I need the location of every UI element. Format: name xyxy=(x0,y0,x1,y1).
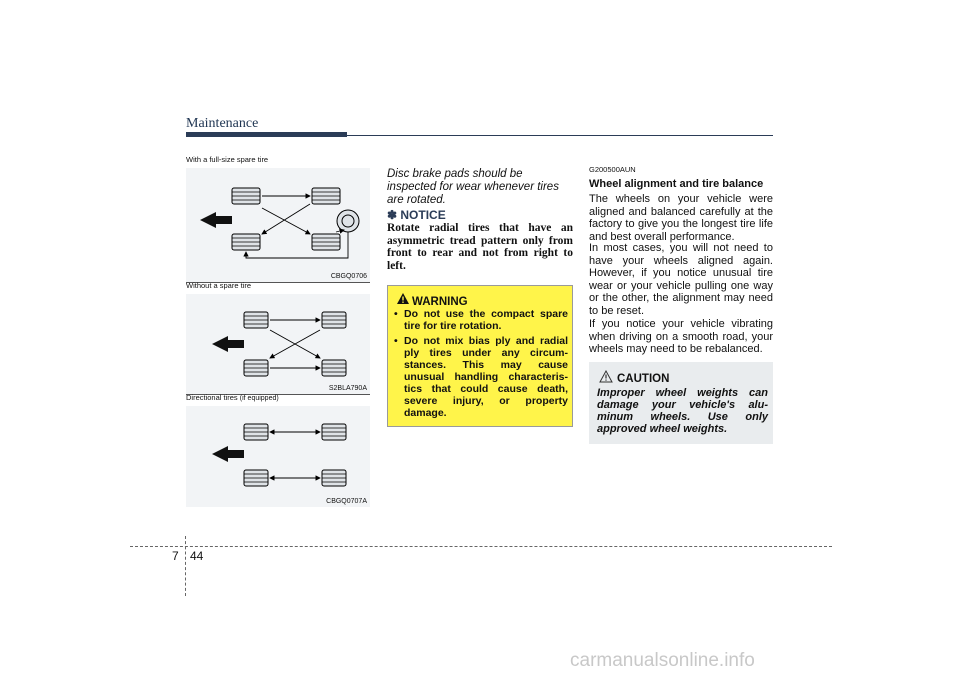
header-rule xyxy=(347,135,773,136)
caution-title: CAUTION xyxy=(617,373,670,385)
warning-box xyxy=(387,285,573,427)
warning-item: • Do not use the compact spare tire for tire rotation. xyxy=(392,308,568,332)
figure-code: S2BLA790A xyxy=(328,385,367,392)
warning-title: WARNING xyxy=(412,296,468,308)
watermark: carmanualsonline.info xyxy=(570,650,755,671)
header-accent-bar xyxy=(186,132,347,137)
chapter-number: 7 xyxy=(172,549,179,563)
page-number: 44 xyxy=(190,549,204,563)
warning-list xyxy=(392,308,568,422)
rotation-diagram-full-spare xyxy=(186,168,370,282)
section-code: G200500AUN xyxy=(589,165,636,174)
warning-triangle-icon xyxy=(396,292,410,305)
paragraph: If you notice your vehicle vibrating when driving on a smooth road, your wheels may need to be rebalanced. xyxy=(589,318,773,355)
notice-body: Rotate radial tires that have an asymmetric tread pattern only from front to rear and not from right to left. xyxy=(387,222,573,272)
figure-without-spare xyxy=(186,281,370,394)
figure-caption: Directional tires (if equipped) xyxy=(186,393,279,402)
caution-box xyxy=(589,362,773,444)
paragraph: In most cases, you will not need to have your wheels aligned again. However, if you notice unusual tire wear or your vehicle pulling one way or the other, the alignment may need to be reset. xyxy=(589,242,773,317)
footer-divider xyxy=(185,536,186,596)
rotation-diagram-directional xyxy=(186,406,370,507)
figure-full-size-spare xyxy=(186,155,370,282)
figure-caption: Without a spare tire xyxy=(186,281,252,290)
warning-item: • Do not mix bias ply and radial ply tires under any circum-stances. This may cause unusual handling characteris-tics that could cause death, severe injury, or property damage. xyxy=(392,335,568,419)
figure-directional xyxy=(186,393,370,507)
brake-pad-note: Disc brake pads should be inspected for wear whenever tires are rotated. xyxy=(387,168,559,206)
notice-heading: ✽ NOTICE xyxy=(387,208,446,222)
page-section-title: Maintenance xyxy=(186,116,259,131)
section-heading: Wheel alignment and tire balance xyxy=(589,178,764,190)
figure-caption: With a full-size spare tire xyxy=(186,155,269,164)
footer-rule xyxy=(130,546,832,547)
caution-body: Improper wheel weights can damage your vehicle's alu-minum wheels. Use only approved wheel weights. xyxy=(597,387,768,435)
caution-triangle-icon xyxy=(599,370,613,383)
figure-code: CBGQ0706 xyxy=(330,273,367,280)
figure-code: CBGQ0707A xyxy=(326,498,367,505)
paragraph: The wheels on your vehicle were aligned and balanced carefully at the factory to give you the longest tire life and best overall performance. xyxy=(589,193,773,243)
rotation-diagram-no-spare xyxy=(186,294,370,394)
